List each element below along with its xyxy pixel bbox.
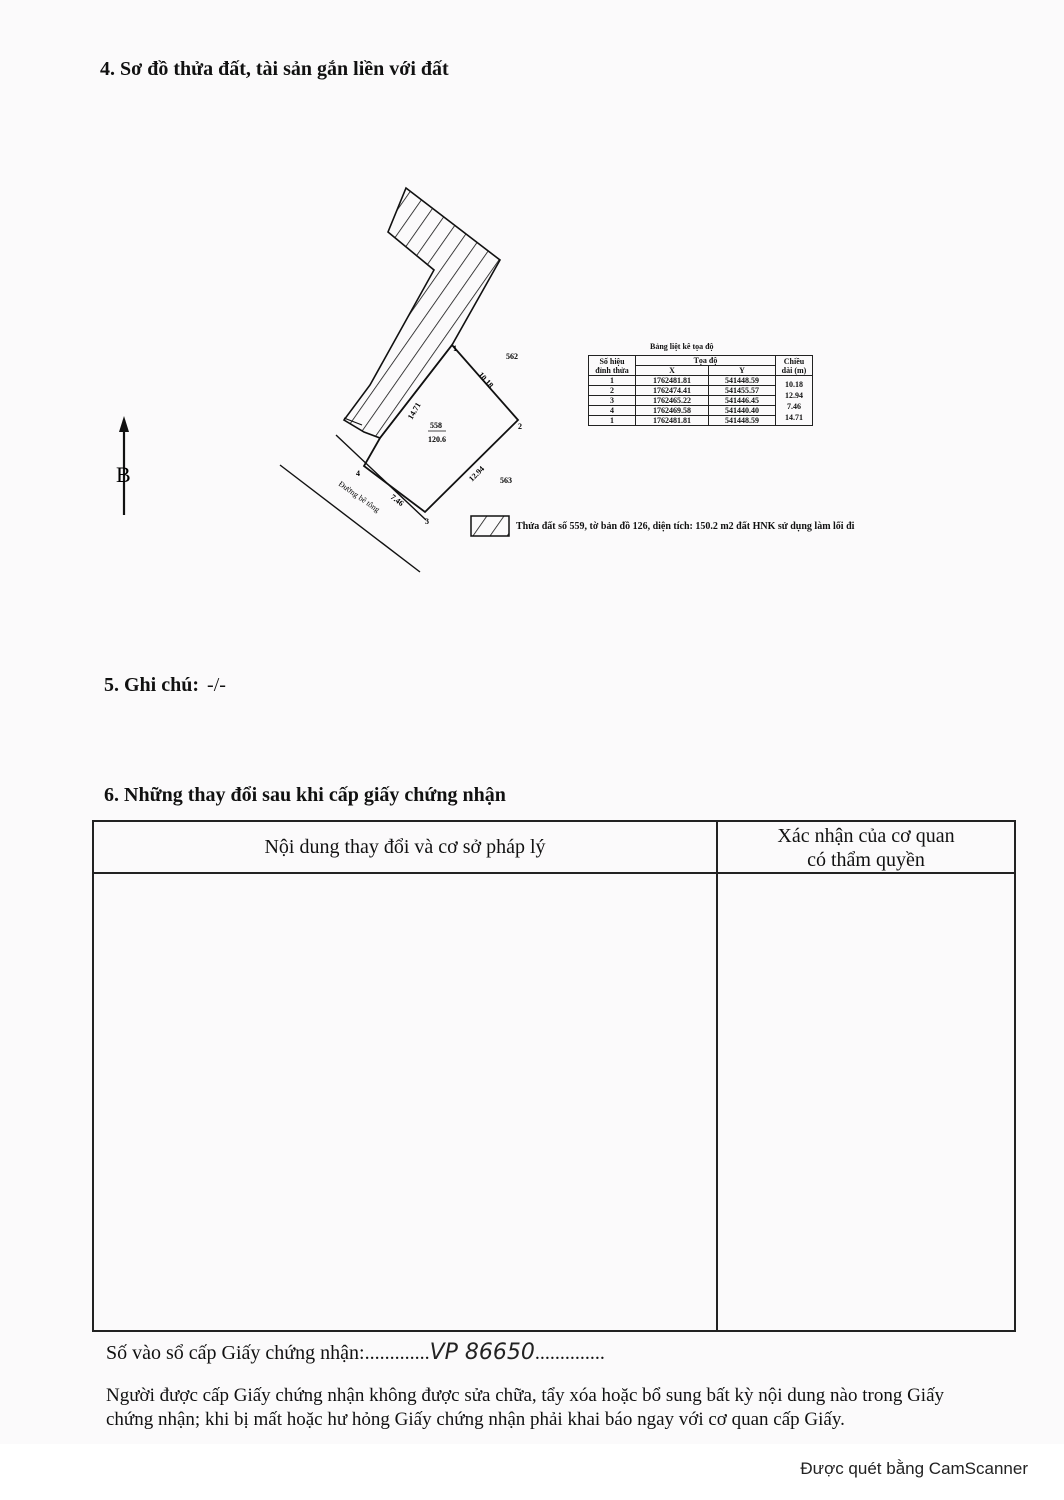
- legend-text: Thửa đất số 559, tờ bản đồ 126, diện tích: 150.2 m2 đất HNK sử dụng làm lối đi: [516, 520, 855, 532]
- footer-notice: Người được cấp Giấy chứng nhận không được sửa chữa, tẩy xóa hoặc bổ sung bất kỳ nội dung nào trong Giấy chứng nhận; khi bị mất hoặc hư hỏng Giấy chứng nhận phải khai báo ngay với cơ quan cấp Giấy.: [106, 1385, 945, 1430]
- section-6-title: 6. Những thay đổi sau khi cấp giấy chứng nhận: [104, 784, 506, 806]
- coord-header-vertex: Số hiệu đỉnh thửa: [589, 356, 636, 376]
- changes-table: [92, 820, 1016, 1332]
- legend: [470, 515, 854, 537]
- coord-lengths: 10.18 12.94 7.46 14.71: [776, 376, 813, 426]
- north-label: B: [116, 462, 131, 487]
- vertex-4: 4: [356, 469, 360, 478]
- hatch-legend-icon: [470, 515, 510, 537]
- coord-table-caption: Bảng liệt kê tọa độ: [650, 342, 714, 351]
- table-row: 1 1762481.81 541448.59: [589, 416, 813, 426]
- vertex-2: 2: [518, 422, 522, 431]
- table-row: 1 1762481.81 541448.59 10.18 12.94 7.46 14.71: [589, 376, 813, 386]
- edge-length-1-2: 10.18: [476, 370, 496, 390]
- coord-table: [588, 355, 813, 426]
- road-label: Đường bê tông: [336, 479, 382, 515]
- column-divider: [716, 874, 718, 1330]
- camscanner-watermark: Được quét bằng CamScanner: [800, 1459, 1028, 1478]
- registration-label: Số vào sổ cấp Giấy chứng nhận:: [106, 1342, 365, 1364]
- coord-header-x: X: [636, 366, 709, 376]
- edge-length-3-4: 7.46: [388, 492, 406, 509]
- registration-number: VP 86650: [429, 1340, 535, 1365]
- parcel-area: 120.6: [428, 435, 446, 444]
- neighbor-563: 563: [500, 476, 512, 485]
- section-5: [104, 674, 226, 697]
- coord-header-coord: Tọa độ: [636, 356, 776, 366]
- table-row: 2 1762474.41 541455.57: [589, 386, 813, 396]
- registration-line: Số vào sổ cấp Giấy chứng nhận:.............VP 86650..............: [106, 1340, 605, 1365]
- coord-header-y: Y: [709, 366, 776, 376]
- coord-header-length: Chiều dài (m): [776, 356, 813, 376]
- hatched-parcel-559: [344, 188, 500, 438]
- section-5-title: 5. Ghi chú:: [104, 674, 200, 696]
- edge-length-2-3: 12.94: [467, 464, 487, 484]
- vertex-1: 1: [453, 344, 457, 353]
- changes-col-left-header: Nội dung thay đổi và cơ sở pháp lý: [94, 822, 718, 874]
- table-row: 3 1762465.22 541446.45: [589, 396, 813, 406]
- changes-col-right-header: Xác nhận của cơ quan có thẩm quyền: [718, 822, 1014, 874]
- vertex-3: 3: [425, 517, 429, 526]
- edge-length-4-1: 14.71: [405, 400, 423, 421]
- neighbor-562: 562: [506, 352, 518, 361]
- parcel-number: 558: [430, 421, 442, 430]
- table-row: 4 1762469.58 541440.40: [589, 406, 813, 416]
- section-5-value: -/-: [207, 674, 226, 696]
- section-4-title: 4. Sơ đồ thửa đất, tài sản gắn liền với đất: [100, 58, 449, 80]
